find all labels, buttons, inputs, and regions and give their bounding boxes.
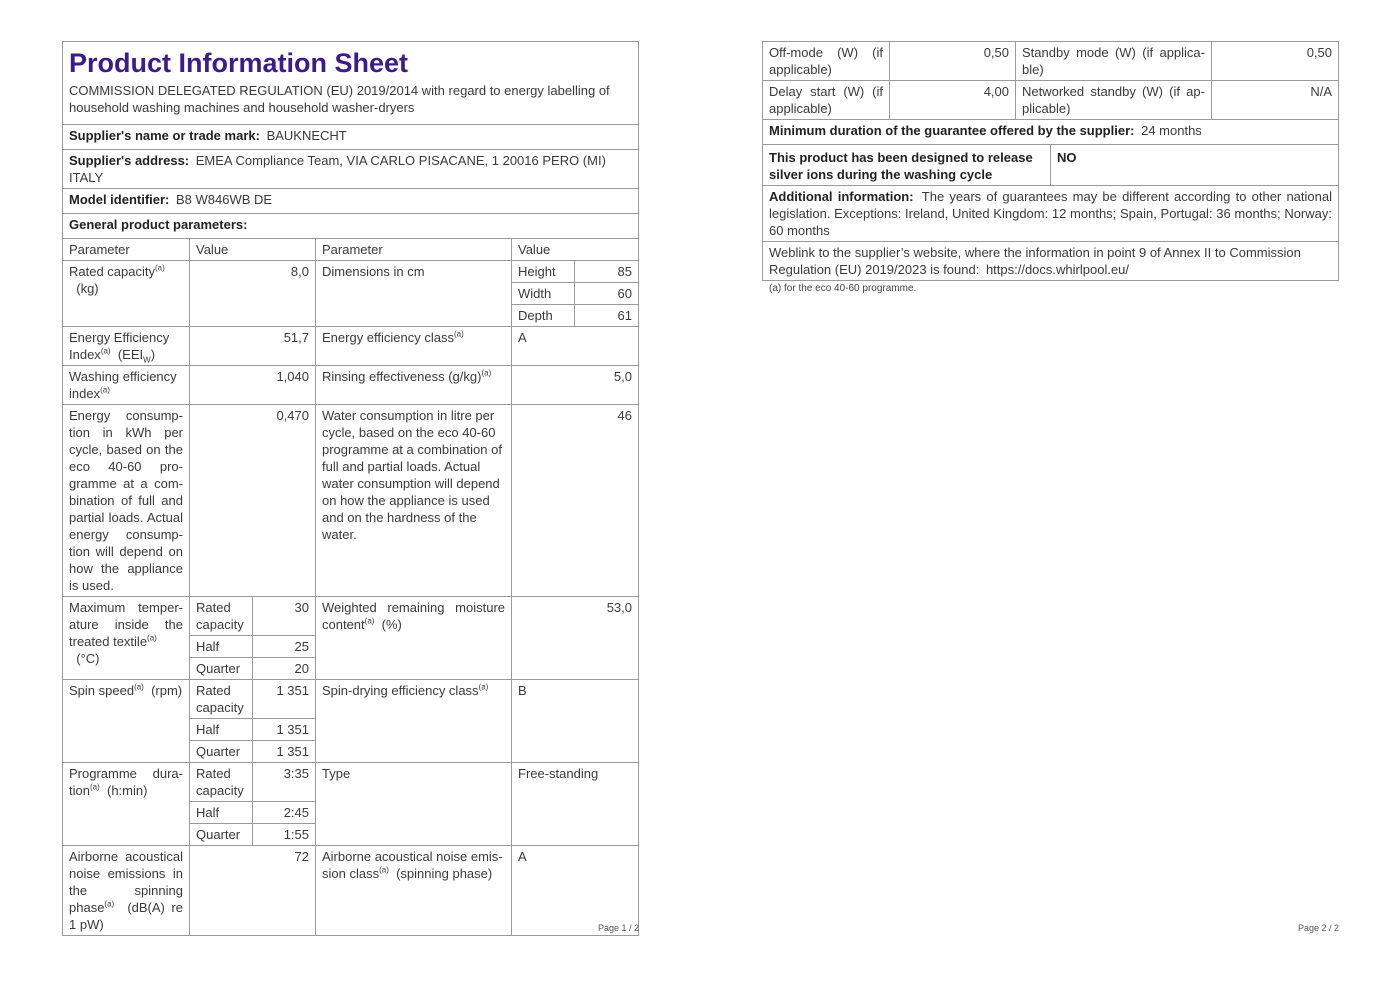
max-temp-quarter-label: Quarter xyxy=(190,658,253,680)
additional-info-text: The years of guarantees may be different according to other national legislation. Exceptions: Ireland, United Kingdom: 12 months; Spain, Portugal: 36 months; Norway: 60 months xyxy=(769,189,1332,238)
spin-half-label: Half xyxy=(190,719,253,741)
max-temp-label: Maximum temperature inside the treated textile$^{(a)}$ (°C) xyxy=(63,597,190,680)
offmode-value: 0,50 xyxy=(890,42,1016,81)
page-title: Product Information Sheet xyxy=(69,48,409,78)
guarantee-value: 24 months xyxy=(1141,123,1202,138)
rated-capacity-value: 8,0 xyxy=(190,261,316,327)
model-label: Model identifier: xyxy=(69,192,170,207)
spin-quarter-value: 1 351 xyxy=(253,741,316,763)
weblink-url[interactable]: https://docs.whirlpool.eu/ xyxy=(985,262,1130,277)
max-temp-rated-label: Rated capacity xyxy=(190,597,253,636)
col-header-parameter: Parameter xyxy=(63,239,190,261)
spin-class-label: Spin-drying efficiency class$^{(a)}$ xyxy=(316,680,512,763)
height-label: Height xyxy=(512,261,575,283)
prog-quarter-value: 1:55 xyxy=(253,824,316,846)
prog-rated-value: 3:35 xyxy=(253,763,316,802)
programme-duration-label: Programme duration$^{(a)}$ (h:min) xyxy=(63,763,190,846)
col-header-value-2: Value xyxy=(512,239,639,261)
additional-info-label: Additional information: xyxy=(769,189,914,204)
noise-value: 72 xyxy=(190,846,316,936)
type-value: Free-standing xyxy=(512,763,639,846)
eei-label: Energy Efficiency Index$^{(a)}$ $(EEI_W)$ xyxy=(63,327,190,366)
type-label: Type xyxy=(316,763,512,846)
supplier-name: BAUKNECHT xyxy=(266,128,347,143)
energy-consumption-value: 0,470 xyxy=(190,405,316,597)
delay-start-label: Delay start (W) (if applicable) xyxy=(763,81,890,120)
page-footer-1: Page 1 / 2 xyxy=(598,923,640,933)
guarantee-row xyxy=(763,120,1339,145)
max-temp-half-value: 25 xyxy=(253,636,316,658)
model-identifier: B8 W846WB DE xyxy=(176,192,273,207)
prog-quarter-label: Quarter xyxy=(190,824,253,846)
col-header-value: Value xyxy=(190,239,316,261)
rinsing-value: 5,0 xyxy=(512,366,639,405)
water-consumption-value: 46 xyxy=(512,405,639,597)
prog-half-label: Half xyxy=(190,802,253,824)
standby-value: 0,50 xyxy=(1212,42,1339,81)
energy-class-label: Energy efficiency class$^{(a)}$ xyxy=(316,327,512,366)
weblink-text: Weblink to the supplier’s website, where the information in point 9 of Annex II to Commission Regulation (EU) 2019/2023 is found: xyxy=(769,245,1301,277)
product-info-table xyxy=(62,41,639,936)
supplier-address: EMEA Compliance Team, VIA CARLO PISACANE, 1 20016 PERO (MI) ITALY xyxy=(69,153,606,185)
max-temp-half-label: Half xyxy=(190,636,253,658)
prog-half-value: 2:45 xyxy=(253,802,316,824)
delay-start-value: 4,00 xyxy=(890,81,1016,120)
energy-consumption-label: Energy consumption in kWh per cycle, based on the eco 40-60 programme at a combination of full and partial loads. Actual energy consumption will depend on how the appliance is used. xyxy=(63,405,190,597)
additional-info xyxy=(763,186,1339,242)
guarantee-label: Minimum duration of the guarantee offered by the supplier: xyxy=(769,123,1135,138)
moisture-label: Weighted remaining moisture content$^{(a)}$ (%) xyxy=(316,597,512,680)
product-info-table-continued xyxy=(762,41,1339,281)
max-temp-rated-value: 30 xyxy=(253,597,316,636)
eei-value: 51,7 xyxy=(190,327,316,366)
width-label: Width xyxy=(512,283,575,305)
silver-ions-value: NO xyxy=(1051,145,1339,186)
networked-standby-value: N/A xyxy=(1212,81,1339,120)
page-footer-2: Page 2 / 2 xyxy=(1298,923,1340,933)
offmode-label: Off-mode (W) (if applicable) xyxy=(763,42,890,81)
noise-class-label: Airborne acoustical noise emission class$^{(a)}$ (spinning phase) xyxy=(316,846,512,936)
footnote: (a) for the eco 40-60 programme. xyxy=(769,283,917,294)
moisture-value: 53,0 xyxy=(512,597,639,680)
rinsing-label: Rinsing effectiveness $(g/kg)^{(a)}$ xyxy=(316,366,512,405)
prog-rated-label: Rated capacity xyxy=(190,763,253,802)
silver-ions-label: This product has been designed to release silver ions during the washing cycle xyxy=(763,145,1051,186)
spin-rated-label: Rated capacity xyxy=(190,680,253,719)
col-header-parameter-2: Parameter xyxy=(316,239,512,261)
supplier-name-label: Supplier's name or trade mark: xyxy=(69,128,260,143)
energy-class-value: A xyxy=(512,327,639,366)
spin-class-value: B xyxy=(512,680,639,763)
washing-efficiency-value: 1,040 xyxy=(190,366,316,405)
washing-efficiency-label: Washing efficiency index$^{(a)}$ xyxy=(63,366,190,405)
networked-standby-label: Networked standby (W) (if applicable) xyxy=(1016,81,1212,120)
weblink-row xyxy=(763,242,1339,281)
depth-label: Depth xyxy=(512,305,575,327)
standby-label: Standby mode (W) (if applicable) xyxy=(1016,42,1212,81)
noise-class-value: A xyxy=(512,846,639,936)
dimensions-label: Dimensions in cm xyxy=(316,261,512,327)
rated-capacity-label: Rated capacity$^{(a)}$ (kg) xyxy=(63,261,190,327)
height-value: 85 xyxy=(575,261,639,283)
spin-speed-label: Spin speed$^{(a)}$ (rpm) xyxy=(63,680,190,763)
noise-label: Airborne acoustical noise emissions in the spinning phase$^{(a)}$ (dB(A) re 1 pW) xyxy=(63,846,190,936)
supplier-address-label: Supplier's address: xyxy=(69,153,190,168)
depth-value: 61 xyxy=(575,305,639,327)
water-consumption-label: Water consumption in litre per cycle, based on the eco 40-60 programme at a combination of full and partial loads. Actual water consumption will depend on how the appliance is used and on the hardness of the water. xyxy=(316,405,512,597)
page-2 xyxy=(700,0,1400,990)
width-value: 60 xyxy=(575,283,639,305)
max-temp-quarter-value: 20 xyxy=(253,658,316,680)
general-params-label: General product parameters: xyxy=(69,217,248,232)
regulation-text: COMMISSION DELEGATED REGULATION (EU) 2019/2014 with regard to energy labelling of household washing machines and household washer-dryers xyxy=(69,83,610,115)
spin-rated-value: 1 351 xyxy=(253,680,316,719)
spin-half-value: 1 351 xyxy=(253,719,316,741)
spin-quarter-label: Quarter xyxy=(190,741,253,763)
